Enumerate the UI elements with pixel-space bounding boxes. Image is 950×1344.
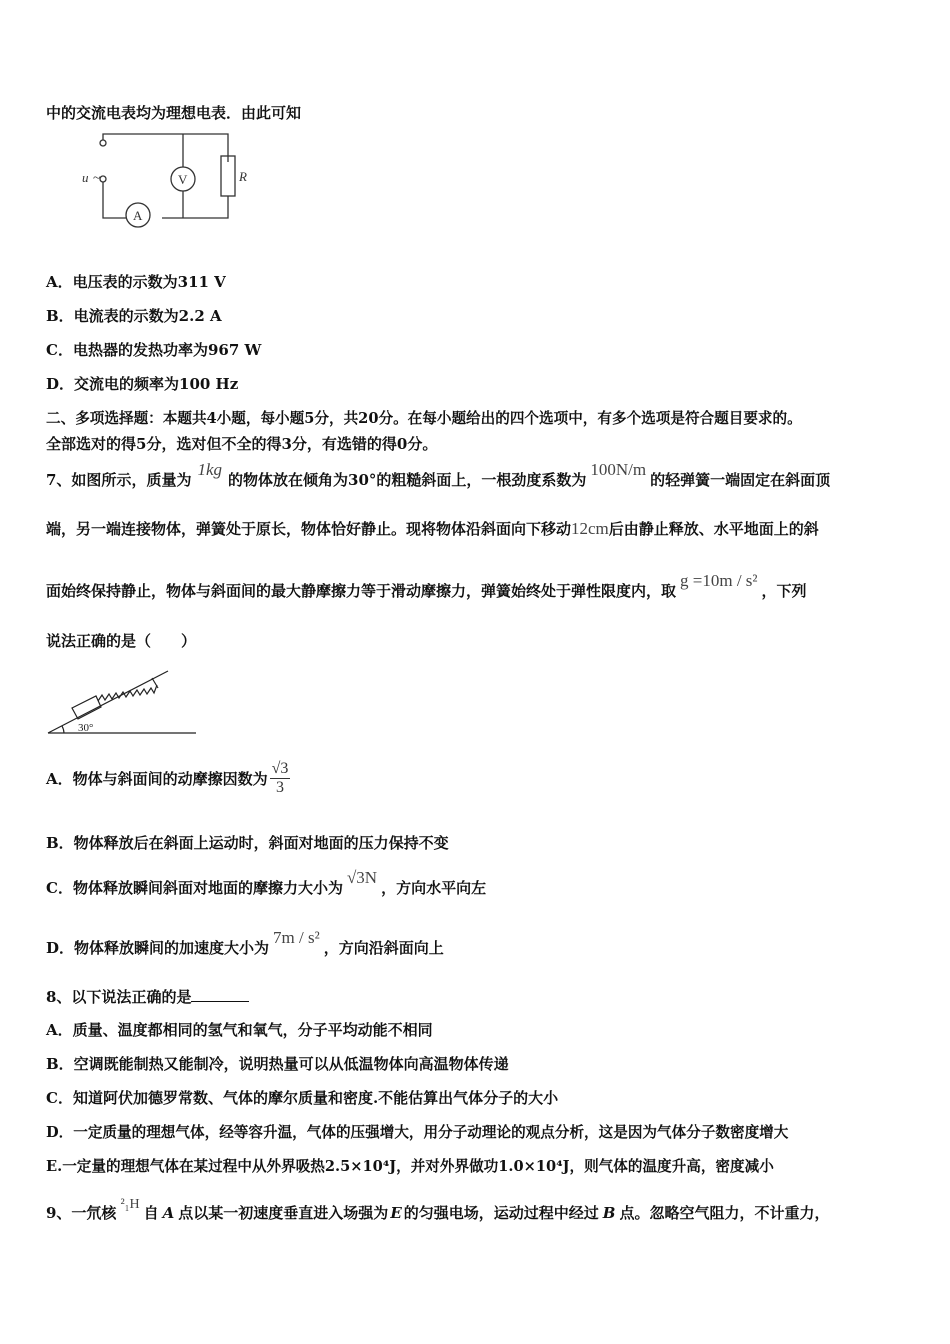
- point-b: B: [602, 1204, 616, 1222]
- answer-blank: [191, 987, 249, 1002]
- q8-option-a: A．质量、温度都相同的氢气和氧气，分子平均动能不相同: [46, 1021, 433, 1039]
- q9-stem: 9、一氘核 ²₁H 自 A 点以某一初速度垂直进入场强为 E 的匀强电场，运动过程中经过 B 点。忽略空气阻力，不计重力，: [46, 1197, 830, 1222]
- angle-label: 30°: [78, 722, 94, 734]
- q6-option-a: A．电压表的示数为311 V: [46, 273, 226, 291]
- q7-option-b: B．物体释放后在斜面上运动时，斜面对地面的压力保持不变: [46, 834, 449, 852]
- q8-stem: 8、以下说法正确的是: [46, 986, 249, 1007]
- deuteron-symbol: ²₁H: [120, 1197, 140, 1212]
- q7-option-a: A．物体与斜面间的动摩擦因数为 $\frac{√3}{3}$: [46, 760, 289, 796]
- incline-diagram: [46, 663, 201, 738]
- q7-stem-line1: 7、如图所示，质量为1kg的物体放在倾角为30°的粗糙斜面上，一根劲度系数为100N/m的轻弹簧一端固定在斜面顶: [46, 460, 831, 489]
- circuit-diagram: [76, 132, 246, 232]
- field-e: E: [390, 1204, 402, 1222]
- acceleration-value: 7m / s²: [273, 928, 320, 947]
- q7-stem-line3: 面始终保持静止，物体与斜面间的最大静摩擦力等于滑动摩擦力，弹簧始终处于弹性限度内，取g =10m / s²，下列: [46, 571, 807, 600]
- friction-force-value: √3N: [346, 868, 378, 887]
- resistor-label: R: [239, 169, 247, 184]
- spring-constant: 100N/m: [590, 460, 647, 479]
- point-a: A: [162, 1204, 175, 1222]
- section2-heading-line2: 全部选对的得5分，选对但不全的得3分，有选错的得0分。: [46, 435, 438, 453]
- q7-stem-line4: 说法正确的是（ ）: [46, 632, 197, 650]
- q7-stem-line2: 端，另一端连接物体，弹簧处于原长，物体恰好静止。现将物体沿斜面向下移动12cm后由静止释放、水平地面上的斜: [46, 519, 819, 538]
- q8-option-d: D．一定质量的理想气体，经等容升温，气体的压强增大，用分子动理论的观点分析，这是因为气体分子数密度增大: [46, 1124, 789, 1141]
- source-symbol: ~: [93, 171, 101, 186]
- section2-heading-line1: 二、多项选择题：本题共4小题，每小题5分，共20分。在每小题给出的四个选项中，有多个选项是符合题目要求的。: [46, 410, 802, 427]
- mass-value: 1kg: [197, 460, 222, 479]
- q8-option-b: B．空调既能制热又能制冷，说明热量可以从低温物体向高温物体传递: [46, 1055, 509, 1073]
- gravity-value: g =10m / s²: [680, 571, 758, 590]
- source-label: u: [82, 170, 89, 185]
- q6-option-b: B．电流表的示数为2.2 A: [46, 307, 222, 325]
- intro-text: 中的交流电表均为理想电表．由此可知: [46, 104, 302, 122]
- friction-coefficient: $\frac{√3}{3}$: [271, 760, 289, 796]
- voltmeter-label: V: [178, 172, 188, 187]
- q8-option-e: E.一定量的理想气体在某过程中从外界吸热2.5×10⁴J，并对外界做功1.0×10⁴J，则气体的温度升高，密度减小: [46, 1158, 774, 1175]
- ammeter-label: A: [133, 208, 143, 223]
- q7-option-c: C．物体释放瞬间斜面对地面的摩擦力大小为√3N，方向水平向左: [46, 868, 487, 897]
- q6-option-d: D．交流电的频率为100 Hz: [46, 375, 239, 393]
- q6-option-c: C．电热器的发热功率为967 W: [46, 341, 262, 359]
- spring-symbol: [98, 685, 157, 701]
- q7-option-d: D．物体释放瞬间的加速度大小为7m / s²，方向沿斜面向上: [46, 928, 444, 957]
- displacement-value: 12cm: [571, 519, 609, 538]
- q8-option-c: C．知道阿伏加德罗常数、气体的摩尔质量和密度.不能估算出气体分子的大小: [46, 1089, 559, 1107]
